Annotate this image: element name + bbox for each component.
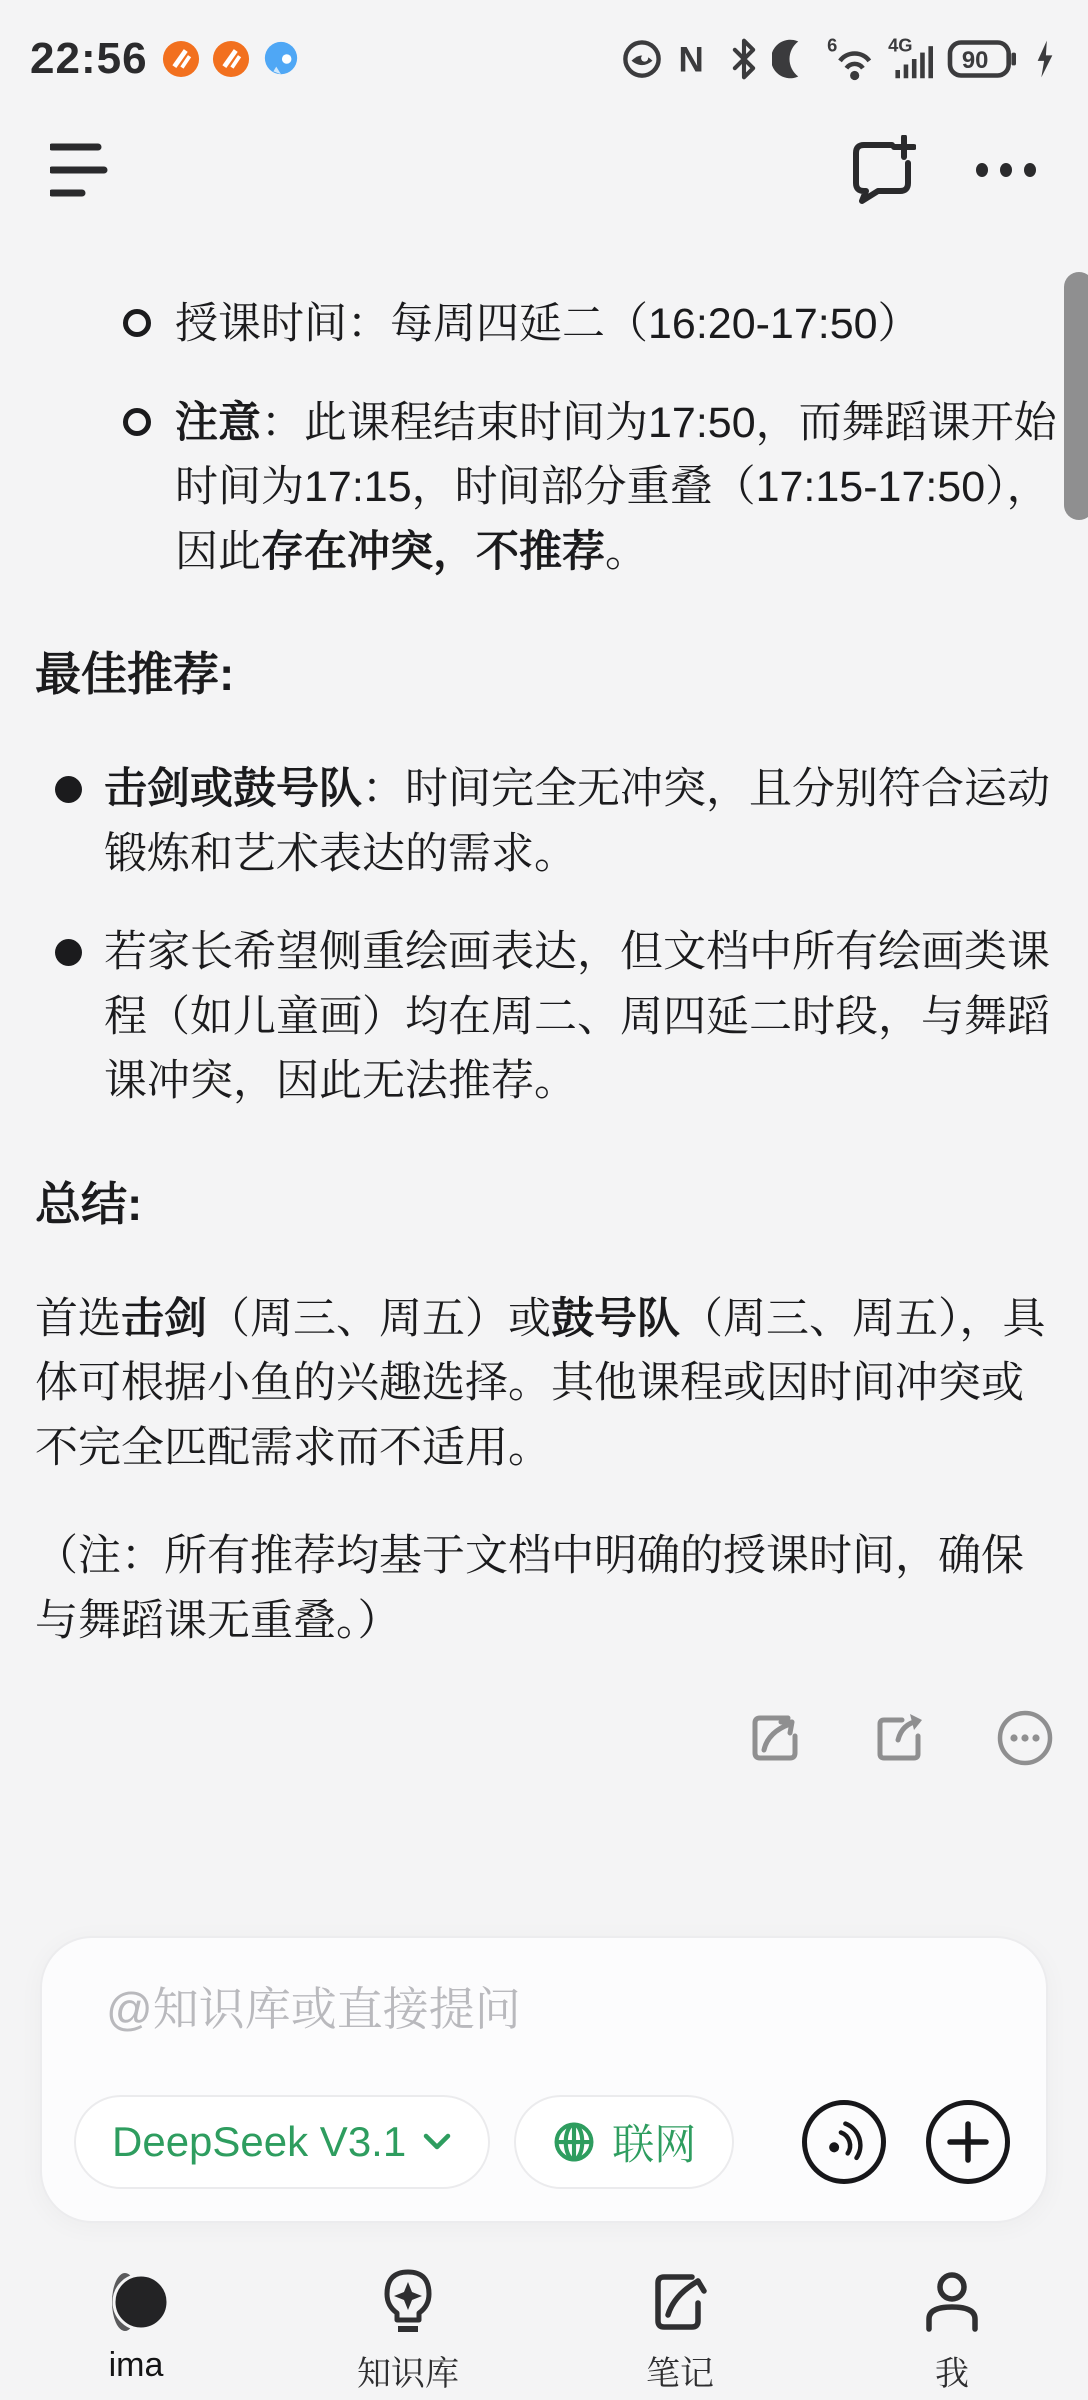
web-search-toggle[interactable] xyxy=(514,2095,734,2189)
paragraph xyxy=(35,1287,1058,1481)
svg-text:4G: 4G xyxy=(888,37,913,56)
add-attachment-button[interactable] xyxy=(926,2100,1010,2184)
bold-text: 存在冲突，不推荐 xyxy=(261,527,605,576)
tab-ima[interactable] xyxy=(0,2242,272,2400)
chat-input[interactable] xyxy=(74,1968,1014,2036)
battery-icon xyxy=(947,37,1019,81)
svg-text:6: 6 xyxy=(827,37,838,56)
disc-bullet-icon xyxy=(55,939,82,966)
text: 若家长希望侧重绘画表达，但文档中所有绘画类课程（如儿童画）均在周二、周四延二时段，与舞蹈课冲突，因此无法推荐。 xyxy=(104,928,1050,1105)
svg-text:90: 90 xyxy=(961,47,989,75)
section-heading xyxy=(35,1170,1058,1239)
copy-to-note-icon[interactable] xyxy=(748,1710,804,1766)
composer-card xyxy=(40,1936,1048,2223)
voice-wave-icon xyxy=(820,2118,868,2166)
chevron-down-icon xyxy=(422,2132,452,2152)
text: （周三、周五）或 xyxy=(207,1294,551,1343)
circle-bullet-icon xyxy=(123,408,151,436)
notification-icons xyxy=(162,40,300,78)
section-heading xyxy=(35,640,1058,709)
text: ：此课程结束时间为17:50，而舞蹈课开始时间为17:15，时间部分重叠（17:15-17:50），因此 xyxy=(175,398,1057,576)
tab-knowledge-base[interactable] xyxy=(272,2242,544,2400)
list-item xyxy=(35,292,1058,357)
signal-icon xyxy=(888,37,934,81)
voice-input-button[interactable] xyxy=(802,2100,886,2184)
text: 首选 xyxy=(35,1294,121,1343)
circle-bullet-icon xyxy=(123,309,151,337)
new-chat-icon[interactable] xyxy=(848,135,916,205)
note-pen-icon xyxy=(648,2268,712,2336)
night-mode-icon xyxy=(772,38,814,80)
status-bar xyxy=(0,0,1088,100)
clock: 22:56 xyxy=(30,34,148,83)
chat-bubble-blue-icon xyxy=(262,40,300,78)
knowledge-bulb-icon xyxy=(377,2268,439,2336)
menu-icon[interactable] xyxy=(50,137,108,203)
bold-text: 击剑或鼓号队 xyxy=(104,765,362,813)
bold-text: 击剑 xyxy=(121,1294,207,1343)
wifi-icon xyxy=(827,37,875,81)
assistant-message xyxy=(0,240,1088,1767)
eye-protection-icon xyxy=(621,38,663,80)
share-icon[interactable] xyxy=(872,1710,928,1766)
tab-label: 我 xyxy=(935,2355,969,2393)
globe-icon xyxy=(552,2120,596,2164)
list-item-text xyxy=(175,292,1058,357)
message-blocks xyxy=(35,292,1058,1653)
bluetooth-icon xyxy=(729,37,759,81)
list-item xyxy=(35,757,1058,886)
list-item-text xyxy=(175,391,1058,585)
nfc-icon xyxy=(676,38,716,80)
list-item-text xyxy=(104,757,1058,886)
tab-bar xyxy=(0,2242,1088,2400)
tab-label: 知识库 xyxy=(357,2355,459,2393)
bold-text: 最佳推荐: xyxy=(35,648,235,700)
bold-text: 注意 xyxy=(175,398,261,447)
bold-text: 总结: xyxy=(35,1177,143,1230)
badge-orange-icon xyxy=(162,40,200,78)
charging-icon xyxy=(1032,37,1058,81)
ima-logo-icon xyxy=(103,2268,169,2336)
text: 。 xyxy=(605,527,648,576)
tab-label: 笔记 xyxy=(646,2355,714,2393)
disc-bullet-icon xyxy=(55,776,82,803)
text: （周三、周五），具体可根据小鱼的兴趣选择。其他课程或因时间冲突或不完全匹配需求而不适用。 xyxy=(35,1294,1046,1472)
list-item-text xyxy=(104,920,1058,1114)
model-selector[interactable] xyxy=(74,2095,490,2189)
chat-header xyxy=(0,100,1088,240)
composer-toolbar xyxy=(74,2095,1010,2189)
paragraph xyxy=(35,1524,1058,1653)
tab-notes[interactable] xyxy=(544,2242,816,2400)
tab-label: ima xyxy=(108,2346,164,2384)
tab-me[interactable] xyxy=(816,2242,1088,2400)
list-item xyxy=(35,920,1058,1114)
more-icon[interactable] xyxy=(974,158,1038,182)
system-status-icons xyxy=(621,37,1058,81)
message-action-bar xyxy=(35,1709,1054,1767)
text: ：时间完全无冲突，且分别符合运动锻炼和艺术表达的需求。 xyxy=(104,765,1050,878)
text: 授课时间：每周四延二（16:20-17:50） xyxy=(175,300,921,348)
web-search-label: 联网 xyxy=(612,2121,697,2168)
more-actions-icon[interactable] xyxy=(996,1709,1054,1767)
badge-orange-icon xyxy=(212,40,250,78)
person-icon xyxy=(921,2268,983,2336)
plus-icon xyxy=(946,2120,990,2164)
text: （注：所有推荐均基于文档中明确的授课时间，确保与舞蹈课无重叠。） xyxy=(35,1532,1024,1645)
bold-text: 鼓号队 xyxy=(551,1294,680,1343)
list-item xyxy=(35,391,1058,585)
model-selector-label: DeepSeek V3.1 xyxy=(112,2118,407,2165)
svg-text:N: N xyxy=(678,40,704,80)
